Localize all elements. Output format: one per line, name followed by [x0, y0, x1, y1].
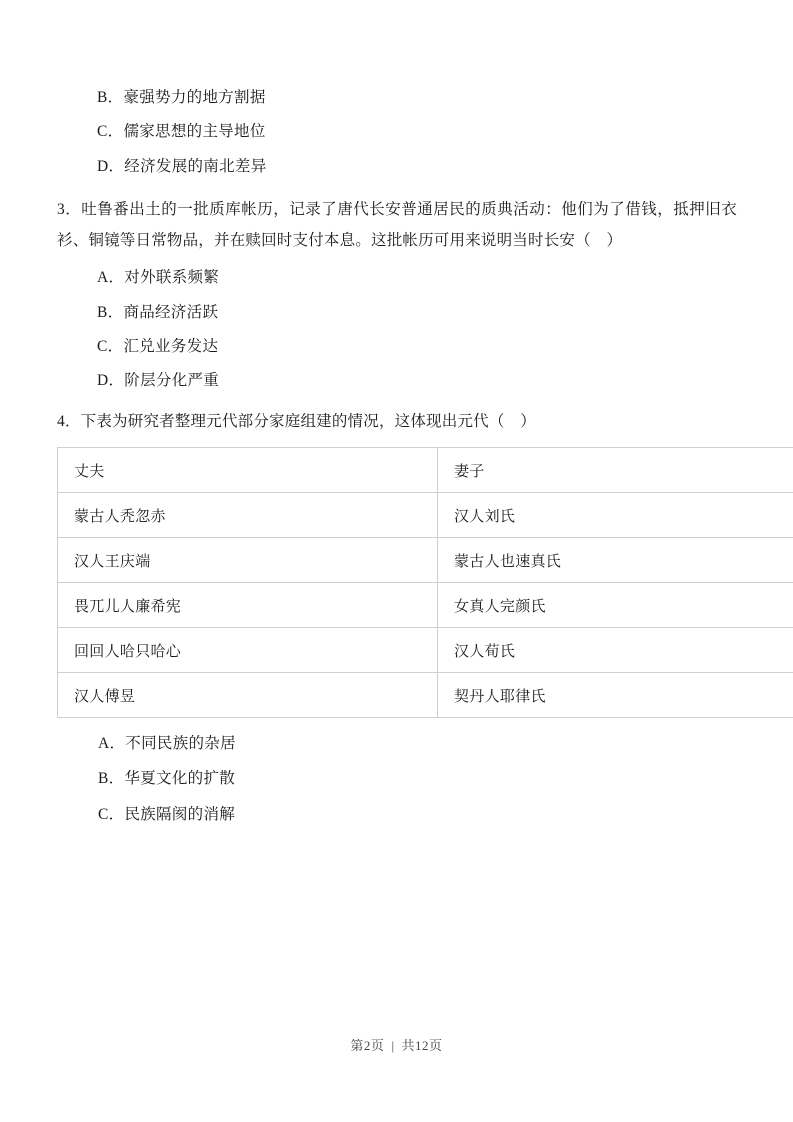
question-4 [57, 410, 737, 435]
option-text: 对外联系频繁 [124, 269, 220, 287]
option-text: 汇兑业务发达 [123, 337, 219, 355]
page-content [57, 86, 737, 838]
footer-page-number: 第2页 [350, 1038, 385, 1053]
footer-total-pages: 共12页 [401, 1038, 443, 1053]
table-row [58, 493, 793, 538]
option-item [57, 369, 737, 392]
table-cell: 蒙古人秃忽赤 [58, 493, 438, 538]
table-row [58, 673, 793, 718]
option-item [57, 767, 737, 790]
table-header-cell: 丈夫 [58, 448, 438, 493]
table-cell: 汉人傅昱 [58, 673, 438, 718]
option-item [57, 120, 737, 143]
table-row [58, 538, 793, 583]
option-letter: A． [98, 735, 126, 753]
footer-separator: | [391, 1038, 395, 1053]
option-item [57, 335, 737, 358]
table-header-row [58, 448, 793, 493]
option-letter: C． [97, 123, 124, 141]
option-text: 阶层分化严重 [124, 372, 220, 390]
table-cell: 契丹人耶律氏 [438, 673, 793, 718]
option-text: 民族隔阂的消解 [124, 805, 236, 823]
table-row [58, 628, 793, 673]
option-text: 华夏文化的扩散 [124, 770, 236, 788]
family-table [57, 447, 793, 718]
table-cell: 汉人荀氏 [438, 628, 793, 673]
option-item [57, 86, 737, 109]
question-3 [57, 194, 737, 257]
option-item [57, 266, 737, 289]
option-letter: B． [98, 770, 125, 788]
question-number: 3． [57, 200, 82, 218]
question-text: 下表为研究者整理元代部分家庭组建的情况，这体现出元代（ ） [80, 413, 536, 431]
option-letter: C． [98, 805, 125, 823]
option-letter: D． [97, 157, 125, 175]
option-text: 豪强势力的地方割据 [123, 89, 266, 106]
option-letter: C． [97, 337, 124, 355]
option-text: 不同民族的杂居 [125, 735, 236, 753]
option-text: 儒家思想的主导地位 [123, 123, 266, 141]
table-cell: 汉人刘氏 [438, 493, 793, 538]
option-text: 经济发展的南北差异 [124, 157, 267, 175]
table-cell: 汉人王庆端 [58, 538, 438, 583]
option-letter: D． [97, 372, 125, 390]
table-cell: 畏兀儿人廉希宪 [58, 583, 438, 628]
option-item [57, 732, 737, 755]
table-cell: 蒙古人也速真氏 [438, 538, 793, 583]
option-item [57, 301, 737, 324]
table-header-cell: 妻子 [438, 448, 793, 493]
question-number: 4． [57, 413, 81, 431]
option-item [57, 155, 737, 178]
option-letter: A． [97, 269, 125, 287]
option-letter: B． [97, 89, 124, 106]
option-item [57, 803, 737, 826]
page-footer [0, 1035, 793, 1054]
option-text: 商品经济活跃 [123, 303, 219, 321]
table-cell: 回回人哈只哈心 [58, 628, 438, 673]
table-cell: 女真人完颜氏 [438, 583, 793, 628]
option-letter: B． [97, 303, 124, 321]
table-row [58, 583, 793, 628]
question-text: 吐鲁番出土的一批质库帐历，记录了唐代长安普通居民的质典活动：他们为了借钱，抵押旧衣衫、铜镜等日常物品，并在赎回时支付本息。这批帐历可用来说明当时长安（ ） [57, 200, 738, 250]
